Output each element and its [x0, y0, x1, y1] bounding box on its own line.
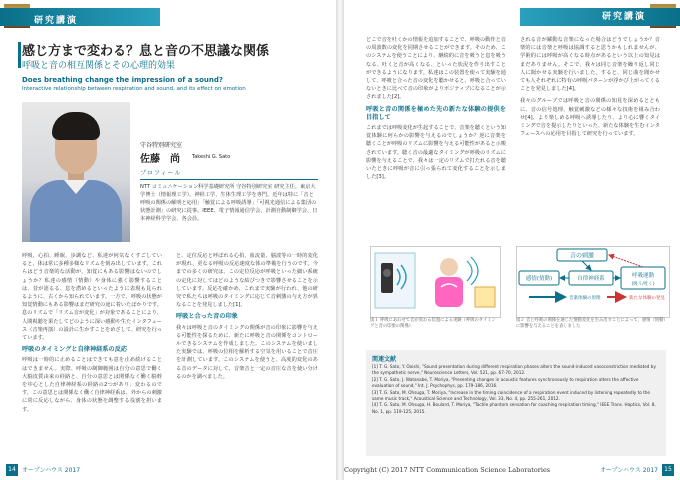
references-box	[366, 350, 666, 456]
fig2-label-emotion: 感情(情動)	[525, 276, 553, 282]
body-paragraph: される音が躍動な音楽になった場合はどうでしょうか？音楽的には音楽と呼吸は協調すると思うかもしれませんが、学術的には呼吸が高くなる時点があるという以上の知見はまだありません。そこで、我々は同じ音楽を繰り返し同じ人に聞かせる実験を行いました。すると、同じ曲を聞かせても人それぞれに特有の呼吸パターンが浮かび上がってくることを発見しました[4]。	[520, 37, 660, 93]
references-title: 関連文献	[372, 356, 397, 363]
body-paragraph: 呼吸、心拍、睡眠、歩調など、私達が何気なくすごしていると、体は常に多種多様なリズムを刻み出しています。これらはどう音楽的な活動が、知覚にもある影響はないのでしょうか？私達の感情（情動）や身体に強く影響することは、昔が語るる、息を潜めるといったように表現も見られるように、古くから知られています。一方で、呼吸の状態が知覚情動にもある影響はまだ研究の途に着いたばかりです。息のリズムで「リズム音が変化」が対象であることにより、人間視聴を果たしてどのように深い感動や生たインタフェース（音楽再演）の設計に生かすことをめざして、研究を行っています。	[22, 253, 162, 342]
author-name: 佐藤 尚	[140, 154, 180, 165]
body-paragraph: どこで音を吐くかの情報を追加することで、呼吸の動作と音の周波数の変化を同期させることができます。そのため、このシステムを使うことにより、継続的に音を吸うと息を吸うなる、吐くと音が高くなる、といった状況を作り出すことができるようになります。私達はこの装置を使って実験を通して、呼吸と合った音の変化を聴かせると、呼吸と合っていないときに比べて音の印象がよりポジティブになることが示されました[2]。	[366, 37, 506, 101]
author-name-en: Takeshi G. Sato	[192, 154, 231, 160]
body-column-4	[520, 36, 660, 236]
article-subtitle: 呼吸と音の相互関係とその心理的効果	[22, 61, 176, 71]
section-header-left	[0, 8, 160, 26]
author-photo	[22, 102, 130, 242]
fig2-label-autonomic: 自律神経系	[577, 276, 605, 282]
figure-2-diagram	[516, 246, 670, 318]
fig2-label-arrow1: 音楽体験の原理	[569, 296, 601, 301]
footer-event-right: オープンハウス 2017	[599, 467, 658, 474]
article-title-en: Does breathing change the impression of a sound?	[22, 76, 223, 84]
reference-item: [4] T. G. Sato, M. Ohsuga, H. Boulard, T. Moriya, "Tactile phantom sensation for coaching respiration timing," IEEE Trans. Haptics, Vol. 8, No. 1, pp. 119-125, 2015.	[372, 402, 656, 414]
left-page	[0, 0, 336, 480]
fig2-label-sound: 音の刺激	[569, 252, 595, 260]
reference-item: [2] T. G. Sato, J. Watanabe, T. Moriya, "Presenting changes in acoustic features synchronously to respiration alters the affective evaluation of sound," Int. J. Psychophys, pp. 179-186, 2016.	[372, 376, 639, 389]
page-number-left: 14	[6, 464, 18, 476]
profile-box	[140, 168, 318, 230]
author-affiliation: 守谷特別研究室	[140, 142, 183, 149]
figure-1-caption: 図１ 呼吸にあわせて音が変わる装置による実験（呼吸のタイミングと音の印象の関係）	[370, 318, 496, 329]
footer-event-left: オープンハウス 2017	[22, 467, 81, 474]
section-heading: 呼吸と音の関係を極めた先の新たな体験の提供を目指して	[366, 105, 506, 121]
body-paragraph: 我々のグループでは呼吸と音の関係の知見を深めるとともに、音の信号処理、触覚刺激などの様々な技術を組み合わせ[4]、より楽しめる呼吸へ誘導したり、より心に響くタイミングで音を提示したりといった、新たな体験を生むインタフェースへの応用を目指して研究を行っています。	[520, 98, 660, 138]
fig2-label-arrow2: 新たな体験の発見	[629, 296, 665, 301]
copyright-notice: Copyright (C) 2017 NTT Communication Science Laboratories	[344, 466, 551, 474]
figure-2-caption: 図２ 音と呼吸の関係を通じた情動変化を生み出すことによって、感情（情動）に影響を与えることを表しました	[516, 318, 668, 329]
references-list	[372, 364, 660, 415]
fig2-label-breath-sub: (吸う/吐く)	[631, 282, 655, 287]
body-column-3	[366, 36, 506, 236]
figure-1-image	[370, 246, 501, 318]
article-title: 感じ方まで変わる？息と音の不思議な関係	[22, 44, 270, 59]
figure-2-illustration	[517, 247, 669, 317]
section-heading: 呼吸のタイミングと自律神経系の反応	[22, 346, 128, 354]
body-paragraph: 我々は呼吸と音のタイミングの関係が音の印象に影響を与える可能性を探るために、新たに呼吸と音の関係をコントロールできるシステムを作成しました。このシステムを使いました実験では、呼吸の位相を解析する空気を用いることで音圧を計測しています。このシステムを使うと、高度的変化のある音のデータに対して、音楽音と一定の音圧な音を使い分けるのかを調べました。	[176, 324, 318, 380]
title-accent-bar	[18, 42, 21, 68]
body-paragraph: と、定位反応と呼ばれる心拍、血流量、脳波等の一時的変化が現れ、更なる呼吸の反応速度な体の準備を行うのです。今までの多くの研究は、この定位反応が呼吸といった細い系統の定化に対してはどのような結びつきで影響させることを示しています。反応を確かめ、これまで実験が行われ、他の研究で私たちは呼吸のタイミングに応じて音刺激の与え方が異なることを発見しました[1]。	[176, 253, 318, 309]
fig2-label-breath: 呼吸運動	[631, 273, 655, 279]
profile-text: NTT コミュニケーション科学基礎研究所 守谷特別研究室 研究主任。東京大学博士（情報理工学）。神経工学、生体生理工学を専門。近年は特に「音と呼吸の関係の解明と応用」「触覚による呼吸誘導」「可視光通信による集団の状態計測」の研究に従事。IEEE、電子情報通信学会、計測自動制御学会、日本神経科学学会、各会員。	[140, 184, 318, 222]
body-paragraph: これまでは呼吸変化が生起することで、音楽を聴くという知覚体験に何らかの影響を与えるのでしょうか？逆に音楽を聴くことが呼吸のリズムに影響を与える可能性があると示唆されています。聴く音の最適なタイミングが呼吸のリズムに影響を与えることで、我々は一定のリズムで打たれる音を聴いたときに呼吸が音に引っ張られて変化することを示しました[3]。	[366, 125, 506, 181]
section-heading: 呼吸と合った音の印象	[176, 313, 238, 321]
reference-item: [1] T. G. Sato, Y. Ooishi, "Sound presentation during different respiration phases alters the sound-induced vasoconstriction mediated by the sympathetic nerve," Neuroscience Letters, Vol. 521, pp. 67-70, 2012.	[372, 364, 656, 376]
page-number-right: 15	[662, 464, 674, 476]
book-gutter	[336, 0, 344, 480]
section-label: 研究講演	[601, 12, 646, 22]
section-header-right	[520, 8, 680, 26]
body-column-1	[22, 252, 162, 452]
article-subtitle-en: Interactive relationship between respiration and sound, and its effect on emotion	[22, 86, 246, 92]
body-column-2	[176, 252, 318, 452]
figure-1-illustration	[371, 247, 500, 317]
profile-label: プロフィール	[140, 168, 318, 180]
section-label: 研究講演	[34, 16, 79, 26]
body-paragraph: 呼吸は一時的に止めることはできても意を止め続けることはできません。実際、呼吸の制御範囲は自分の意思で働く大脳皮質由来の経路と、自分の意思とは関係なく働く脳幹を中心とした自律神経系の経路の2つがあり、変わるのです。この意思とは関係なく働く自律神経系は、外からの刺激に常に反応しながら、身体の状態を調整する役割を担います。	[22, 357, 162, 413]
reference-item: [3] T. G. Sato, M. Ohsuga, T. Moriya, "Increase in the timing coincidence of a respiration event induced by listening repeatedly to the same music track," Acoustical Science and Technology, Vol. 33, No. 4, pp. 255-261, 2012.	[372, 389, 650, 402]
